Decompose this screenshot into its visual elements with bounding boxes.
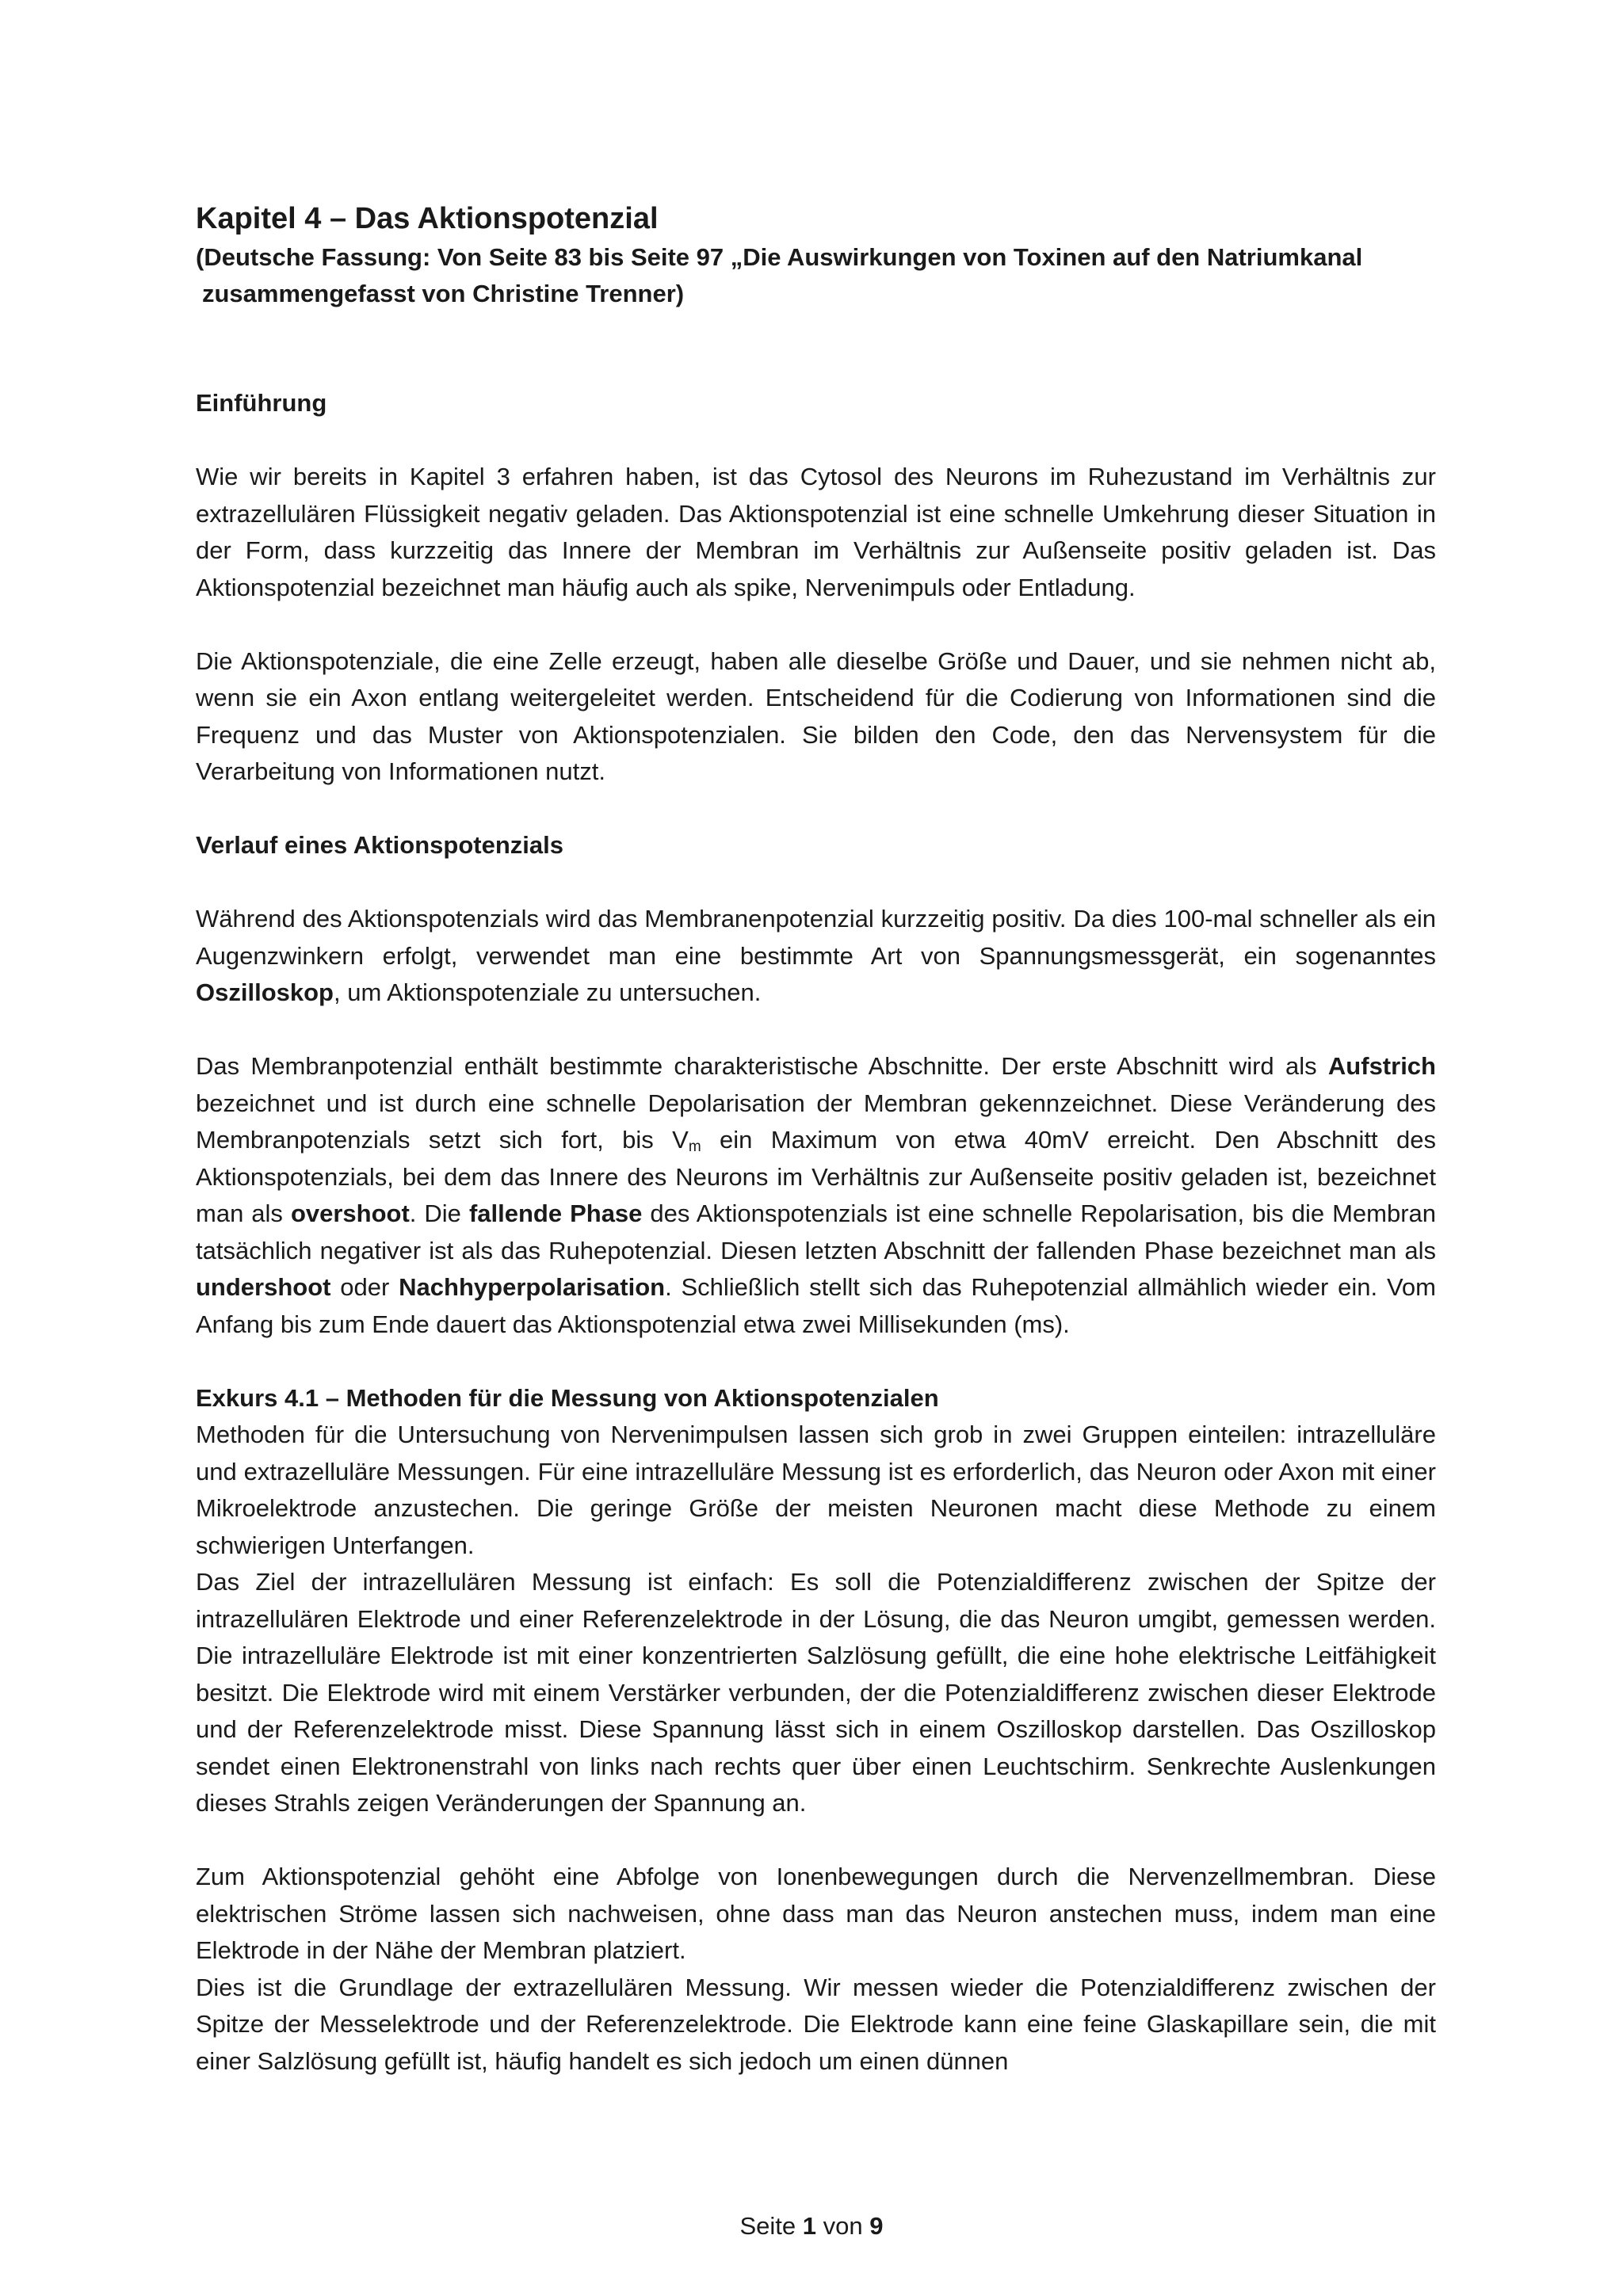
term-fallende-phase: fallende Phase — [468, 1199, 643, 1227]
footer-prefix: Seite — [739, 2212, 803, 2240]
term-nachhyperpolarisation: Nachhyperpolarisation — [399, 1273, 666, 1301]
subtitle-line-2: zusammengefasst von Christine Trenner) — [202, 280, 685, 307]
excursus-paragraph-3: Zum Aktionspotenzial gehöht eine Abfolge von Ionenbewegungen durch die Nervenzellmembran. Diese elektrischen Ströme lassen sich nachweisen, ohne dass man das Neuron anstechen muss, indem man eine Elektrode in der Nähe der Membran platziert. — [196, 1863, 1436, 1964]
intro-paragraph-1: Wie wir bereits in Kapitel 3 erfahren haben, ist das Cytosol des Neurons im Ruhezustand im Verhältnis zur extrazellulären Flüssigkeit negativ geladen. Das Aktionspotenzial ist eine schnelle Umkehrung dieser Situation in der Form, dass kurzzeitig das Innere der Membran im Verhältnis zur Außenseite positiv geladen ist. Das Aktionspotenzial bezeichnet man häufig auch als spike, Nervenimpuls oder Entladung. — [196, 463, 1436, 601]
page-number: 1 — [802, 2212, 817, 2240]
page-content — [196, 198, 1436, 2080]
page-footer — [0, 2210, 1623, 2242]
subtitle-line-1: (Deutsche Fassung: Von Seite 83 bis Seite 97 „Die Auswirkungen von Toxinen auf den Natriumkanal — [196, 243, 1363, 271]
chapter-subtitle — [196, 239, 1436, 312]
excursus-paragraph-4: Dies ist die Grundlage der extrazellulären Messung. Wir messen wieder die Potenzialdifferenz zwischen der Spitze der Messelektrode und der Referenzelektrode. Die Elektrode kann eine feine Glaskapillare sein, die mit einer Salzlösung gefüllt ist, häufig handelt es sich jedoch um einen dünnen — [196, 1973, 1436, 2075]
course-paragraph-1: Während des Aktionspotenzials wird das Membranenpotenzial kurzzeitig positiv. Da dies 100-mal schneller als ein Augenzwinkern erfolgt, verwendet man eine bestimmte Art von Spannungsmessgerät, ein sogenanntes Oszilloskop, um Aktionspotenziale zu untersuchen. — [196, 905, 1436, 1006]
footer-middle: von — [816, 2212, 870, 2240]
course-heading: Verlauf eines Aktionspotenzials — [196, 831, 563, 859]
term-oszilloskop: Oszilloskop — [196, 978, 334, 1006]
term-undershoot: undershoot — [196, 1273, 331, 1301]
excursus-heading: Exkurs 4.1 – Methoden für die Messung von Aktionspotenzialen — [196, 1383, 939, 1412]
term-aufstrich: Aufstrich — [1327, 1052, 1436, 1080]
term-overshoot: overshoot — [290, 1199, 410, 1227]
excursus-paragraph-2: Das Ziel der intrazellulären Messung ist einfach: Es soll die Potenzialdifferenz zwischen der Spitze der intrazellulären Elektrode und einer Referenzelektrode in der Lösung, die das Neuron umgibt, gemessen werden. Die intrazelluläre Elektrode ist mit einer konzentrierten Salzlösung gefüllt, die eine hohe elektrische Leitfähigkeit besitzt. Die Elektrode wird mit einem Verstärker verbunden, der die Potenzialdifferenz zwischen dieser Elektrode und der Referenzelektrode misst. Diese Spannung lässt sich in einem Oszilloskop darstellen. Das Oszilloskop sendet einen Elektronenstrahl von links nach rechts quer über einen Leuchtschirm. Senkrechte Auslenkungen dieses Strahls zeigen Veränderungen der Spannung an. — [196, 1568, 1436, 1817]
intro-heading: Einführung — [196, 389, 327, 417]
subscript-m: m — [688, 1138, 701, 1155]
course-paragraph-2: Das Membranpotenzial enthält bestimmte charakteristische Abschnitte. Der erste Abschnitt wird als Aufstrich bezeichnet und ist durch eine schnelle Depolarisation der Membran gekennzeichnet. Diese Veränderung des Membranpotenzials setzt sich fort, bis $V_m$ ein Maximum von etwa 40mV erreicht. Den Abschnitt des Aktionspotenzials, bei dem das Innere des Neurons im Verhältnis zur Außenseite positiv geladen ist, bezeichnet man als overshoot. Die fallende Phase des Aktionspotenzials ist eine schnelle Repolarisation, bis die Membran tatsächlich negativer ist als das Ruhepotenzial. Diesen letzten Abschnitt der fallenden Phase bezeichnet man als undershoot oder Nachhyperpolarisation. Schließlich stellt sich das Ruhepotenzial allmählich wieder ein. Vom Anfang bis zum Ende dauert das Aktionspotenzial etwa zwei Millisekunden (ms). — [196, 1052, 1437, 1338]
intro-paragraph-2: Die Aktionspotenziale, die eine Zelle erzeugt, haben alle dieselbe Größe und Dauer, und sie nehmen nicht ab, wenn sie ein Axon entlang weitergeleitet werden. Entscheidend für die Codierung von Informationen sind die Frequenz und das Muster von Aktionspotenzialen. Sie bilden den Code, den das Nervensystem für die Verarbeitung von Informationen nutzt. — [196, 646, 1436, 785]
excursus-paragraph-1: Methoden für die Untersuchung von Nervenimpulsen lassen sich grob in zwei Gruppen einteilen: intrazelluläre und extrazelluläre Messungen. Für eine intrazelluläre Messung ist es erforderlich, das Neuron oder Axon mit einer Mikroelektrode anzustechen. Die geringe Größe der meisten Neuronen macht diese Methode zu einem schwierigen Unterfangen. — [196, 1421, 1436, 1559]
chapter-title: Kapitel 4 – Das Aktionspotenzial — [196, 202, 659, 235]
page-total: 9 — [869, 2212, 884, 2240]
